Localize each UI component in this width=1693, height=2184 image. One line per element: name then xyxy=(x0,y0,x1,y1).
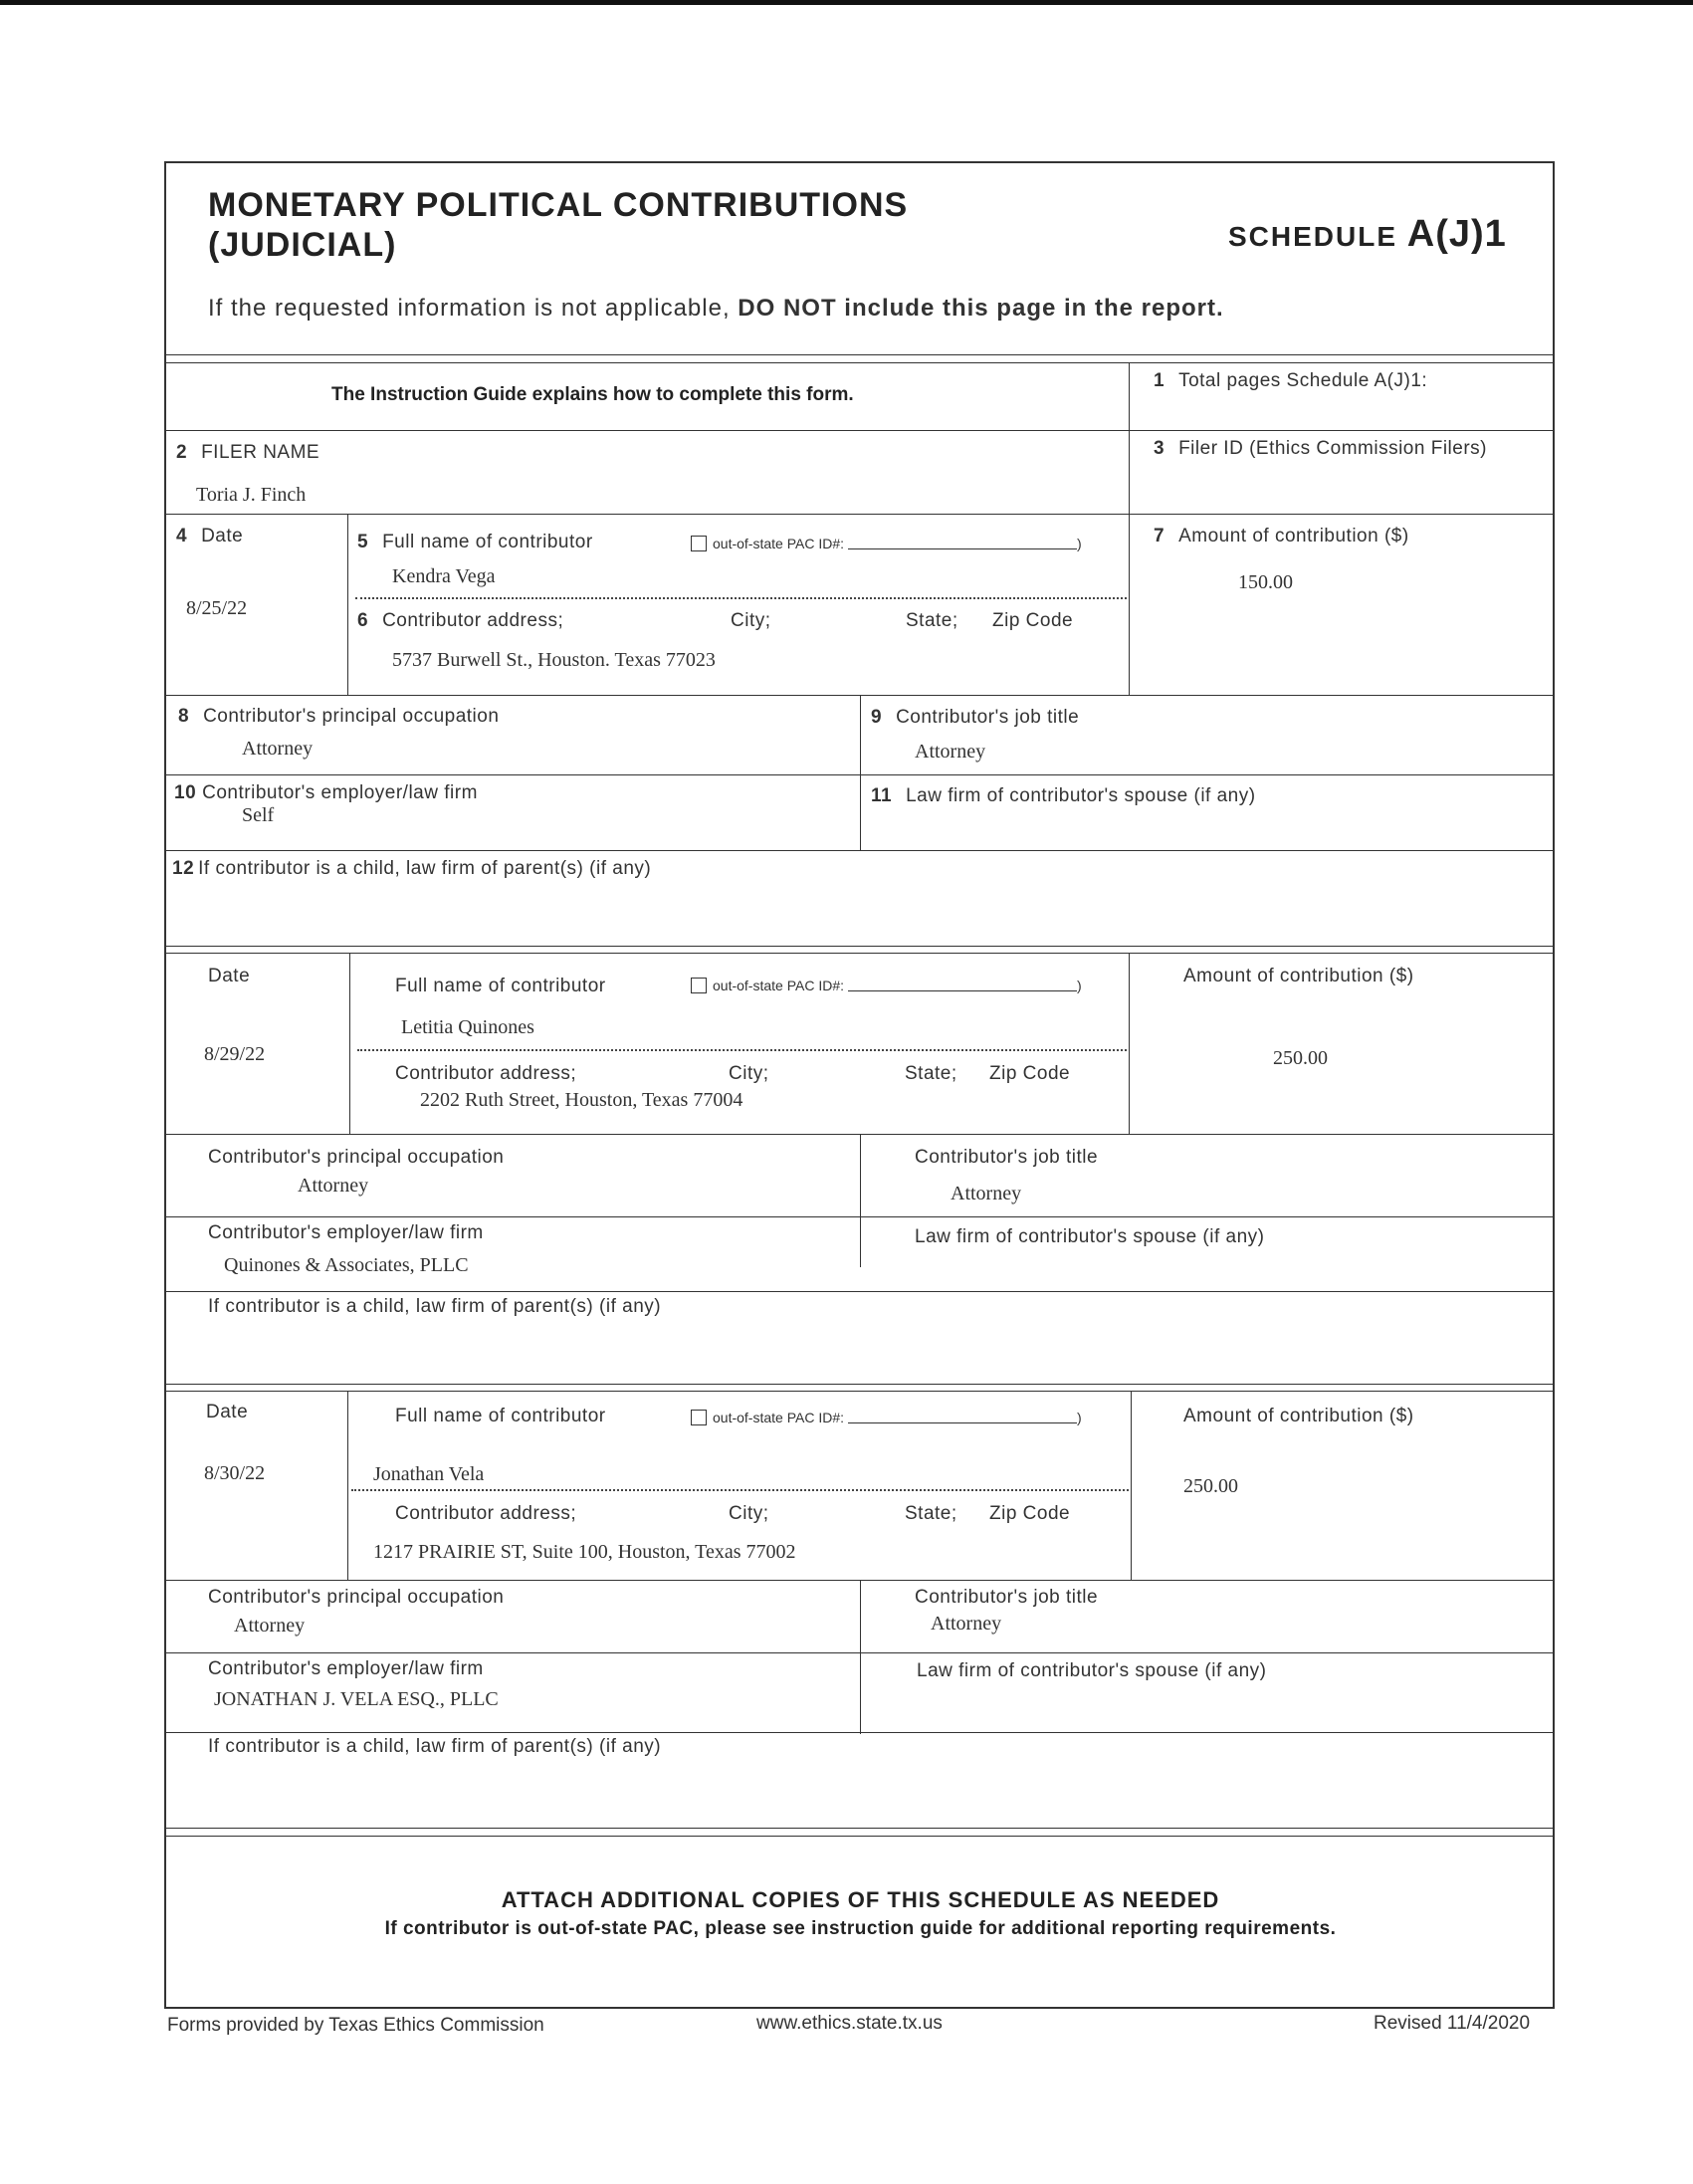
pac-id-line xyxy=(848,979,1077,991)
form-title xyxy=(208,185,908,265)
out-of-state-text: out-of-state PAC ID#: xyxy=(713,1410,845,1425)
date-label xyxy=(176,526,243,547)
divider xyxy=(347,1391,348,1580)
out-of-state-pac: out-of-state PAC ID#: ) xyxy=(691,978,1082,993)
job-title-text: Contributor's job title xyxy=(896,707,1080,728)
contribution-3-occupation: Attorney xyxy=(234,1615,306,1637)
field-number: 10 xyxy=(174,782,197,803)
out-of-state-text: out-of-state PAC ID#: xyxy=(713,536,845,551)
child-firm-text: If contributor is a child, law firm of parent(s) (if any) xyxy=(198,858,652,879)
amount-label xyxy=(1154,526,1409,547)
divider xyxy=(357,1049,1127,1051)
field-number: 4 xyxy=(176,526,188,546)
divider xyxy=(166,362,1555,363)
filer-name-label xyxy=(176,442,319,464)
out-of-state-pac-notice: If contributor is out-of-state PAC, please see instruction guide for additional reporting requirements. xyxy=(384,1918,1337,1939)
divider xyxy=(166,1732,1555,1733)
footer-provider: Forms provided by Texas Ethics Commission xyxy=(167,2015,544,2036)
contribution-1-job-title: Attorney xyxy=(915,741,986,763)
out-of-state-pac-checkbox[interactable] xyxy=(691,1410,707,1425)
contribution-3-name: Jonathan Vela xyxy=(373,1463,485,1485)
divider xyxy=(355,597,1127,599)
out-of-state-pac: out-of-state PAC ID#: ) xyxy=(691,536,1082,551)
schedule-form xyxy=(164,161,1555,2009)
field-number: 12 xyxy=(172,858,195,879)
amount-label: Amount of contribution ($) xyxy=(1183,1406,1414,1426)
divider xyxy=(166,1391,1555,1392)
zip-label: Zip Code xyxy=(992,610,1074,631)
job-title-label: Contributor's job title xyxy=(915,1587,1099,1608)
footer-website[interactable]: www.ethics.state.tx.us xyxy=(756,2013,943,2034)
out-of-state-text: out-of-state PAC ID#: xyxy=(713,978,845,993)
state-label: State; xyxy=(905,1063,957,1084)
divider xyxy=(166,354,1555,355)
contribution-1-date: 8/25/22 xyxy=(186,597,248,619)
occupation-label xyxy=(178,706,499,728)
city-label: City; xyxy=(729,1063,769,1084)
notice-text: If the requested information is not applicable, xyxy=(208,295,731,322)
contribution-3-amount: 250.00 xyxy=(1183,1475,1238,1497)
scan-top-edge xyxy=(0,0,1693,5)
field-number: 6 xyxy=(357,610,369,631)
spouse-firm-label xyxy=(871,785,1256,807)
spouse-firm-label: Law firm of contributor's spouse (if any) xyxy=(915,1226,1265,1247)
notice-bold: DO NOT include this page in the report. xyxy=(738,295,1224,322)
divider xyxy=(166,1828,1555,1829)
date-label: Date xyxy=(208,966,251,986)
out-of-state-pac: out-of-state PAC ID#: ) xyxy=(691,1410,1082,1425)
contribution-1-amount: 150.00 xyxy=(1238,571,1293,593)
divider xyxy=(166,850,1555,851)
occupation-label: Contributor's principal occupation xyxy=(208,1587,505,1608)
full-name-label: Full name of contributor xyxy=(395,1406,606,1426)
instruction-guide-note: The Instruction Guide explains how to complete this form. xyxy=(331,384,854,405)
full-name-label xyxy=(357,532,593,553)
contribution-3-date: 8/30/22 xyxy=(204,1462,266,1484)
divider xyxy=(166,1652,1555,1653)
contribution-2-address: 2202 Ruth Street, Houston, Texas 77004 xyxy=(420,1089,743,1111)
spouse-firm-text: Law firm of contributor's spouse (if any) xyxy=(906,785,1256,806)
divider xyxy=(166,1291,1555,1292)
divider xyxy=(166,430,1555,431)
field-number: 5 xyxy=(357,532,369,552)
field-number: 11 xyxy=(871,785,893,806)
field-number: 1 xyxy=(1154,370,1165,391)
child-firm-label: If contributor is a child, law firm of parent(s) (if any) xyxy=(208,1736,662,1757)
full-name-label: Full name of contributor xyxy=(395,976,606,996)
job-title-label: Contributor's job title xyxy=(915,1147,1099,1168)
address-label: Contributor address; xyxy=(395,1503,577,1524)
employer-label xyxy=(174,782,478,804)
address-label xyxy=(357,610,563,632)
contribution-1-address: 5737 Burwell St., Houston. Texas 77023 xyxy=(392,649,716,671)
amount-label: Amount of contribution ($) xyxy=(1183,966,1414,986)
total-pages-label xyxy=(1154,370,1427,392)
zip-label: Zip Code xyxy=(989,1063,1071,1084)
zip-label: Zip Code xyxy=(989,1503,1071,1524)
address-text: Contributor address; xyxy=(382,610,564,631)
occupation-text: Contributor's principal occupation xyxy=(203,706,500,727)
contribution-1-employer: Self xyxy=(242,804,275,826)
filer-name-text: FILER NAME xyxy=(201,442,320,463)
spouse-firm-label: Law firm of contributor's spouse (if any) xyxy=(917,1660,1267,1681)
divider xyxy=(166,1216,1555,1217)
contribution-3-address: 1217 PRAIRIE ST, Suite 100, Houston, Texas 77002 xyxy=(373,1541,796,1563)
occupation-label: Contributor's principal occupation xyxy=(208,1147,505,1168)
schedule-word: SCHEDULE xyxy=(1228,221,1398,252)
employer-label: Contributor's employer/law firm xyxy=(208,1222,484,1243)
applicability-notice xyxy=(208,295,1224,323)
divider xyxy=(860,695,861,850)
divider xyxy=(1131,1391,1132,1580)
filer-name-value: Toria J. Finch xyxy=(196,484,307,506)
field-number: 9 xyxy=(871,707,883,728)
schedule-label xyxy=(1228,213,1507,256)
date-label: Date xyxy=(206,1402,249,1422)
employer-text: Contributor's employer/law firm xyxy=(202,782,478,803)
footer-revision: Revised 11/4/2020 xyxy=(1374,2013,1531,2034)
out-of-state-pac-checkbox[interactable] xyxy=(691,978,707,993)
city-label: City; xyxy=(729,1503,769,1524)
contribution-2-employer: Quinones & Associates, PLLC xyxy=(224,1254,469,1276)
divider xyxy=(166,514,1555,515)
filer-id-label xyxy=(1154,438,1487,460)
child-firm-label xyxy=(172,858,651,880)
divider xyxy=(351,1489,1129,1491)
full-name-text: Full name of contributor xyxy=(382,532,593,552)
contribution-2-date: 8/29/22 xyxy=(204,1043,266,1065)
employer-label: Contributor's employer/law firm xyxy=(208,1658,484,1679)
contribution-1-name: Kendra Vega xyxy=(392,565,496,587)
total-pages-text: Total pages Schedule A(J)1: xyxy=(1178,370,1428,391)
form-title-line1: MONETARY POLITICAL CONTRIBUTIONS xyxy=(208,186,909,224)
divider xyxy=(166,1836,1555,1837)
divider xyxy=(860,1134,861,1267)
divider xyxy=(166,946,1555,947)
state-label: State; xyxy=(906,610,958,631)
schedule-code: A(J)1 xyxy=(1406,213,1507,255)
contribution-2-name: Letitia Quinones xyxy=(401,1016,534,1038)
job-title-label xyxy=(871,707,1079,729)
state-label: State; xyxy=(905,1503,957,1524)
field-number: 8 xyxy=(178,706,190,727)
divider xyxy=(166,774,1555,775)
amount-text: Amount of contribution ($) xyxy=(1178,526,1409,546)
form-title-line2: (JUDICIAL) xyxy=(208,226,397,264)
field-number: 7 xyxy=(1154,526,1165,546)
address-label: Contributor address; xyxy=(395,1063,577,1084)
divider xyxy=(347,514,348,695)
date-text: Date xyxy=(201,526,244,546)
pac-id-line xyxy=(848,1411,1077,1423)
contribution-3-employer: JONATHAN J. VELA ESQ., PLLC xyxy=(214,1688,499,1710)
divider xyxy=(166,953,1555,954)
divider xyxy=(1129,514,1130,695)
filer-id-text: Filer ID (Ethics Commission Filers) xyxy=(1178,438,1487,459)
divider xyxy=(349,953,350,1134)
field-number: 3 xyxy=(1154,438,1165,459)
divider xyxy=(166,1384,1555,1385)
contribution-3-job-title: Attorney xyxy=(931,1613,1002,1635)
contribution-2-amount: 250.00 xyxy=(1273,1047,1328,1069)
attach-copies-notice: ATTACH ADDITIONAL COPIES OF THIS SCHEDULE AS NEEDED xyxy=(501,1887,1220,1912)
child-firm-label: If contributor is a child, law firm of parent(s) (if any) xyxy=(208,1296,662,1317)
field-number: 2 xyxy=(176,442,188,463)
pac-id-line xyxy=(848,537,1077,549)
city-label: City; xyxy=(731,610,771,631)
contribution-1-occupation: Attorney xyxy=(242,738,314,760)
contribution-2-occupation: Attorney xyxy=(298,1175,369,1197)
out-of-state-pac-checkbox[interactable] xyxy=(691,536,707,551)
divider xyxy=(1129,953,1130,1134)
contribution-2-job-title: Attorney xyxy=(951,1183,1022,1204)
divider xyxy=(860,1580,861,1734)
